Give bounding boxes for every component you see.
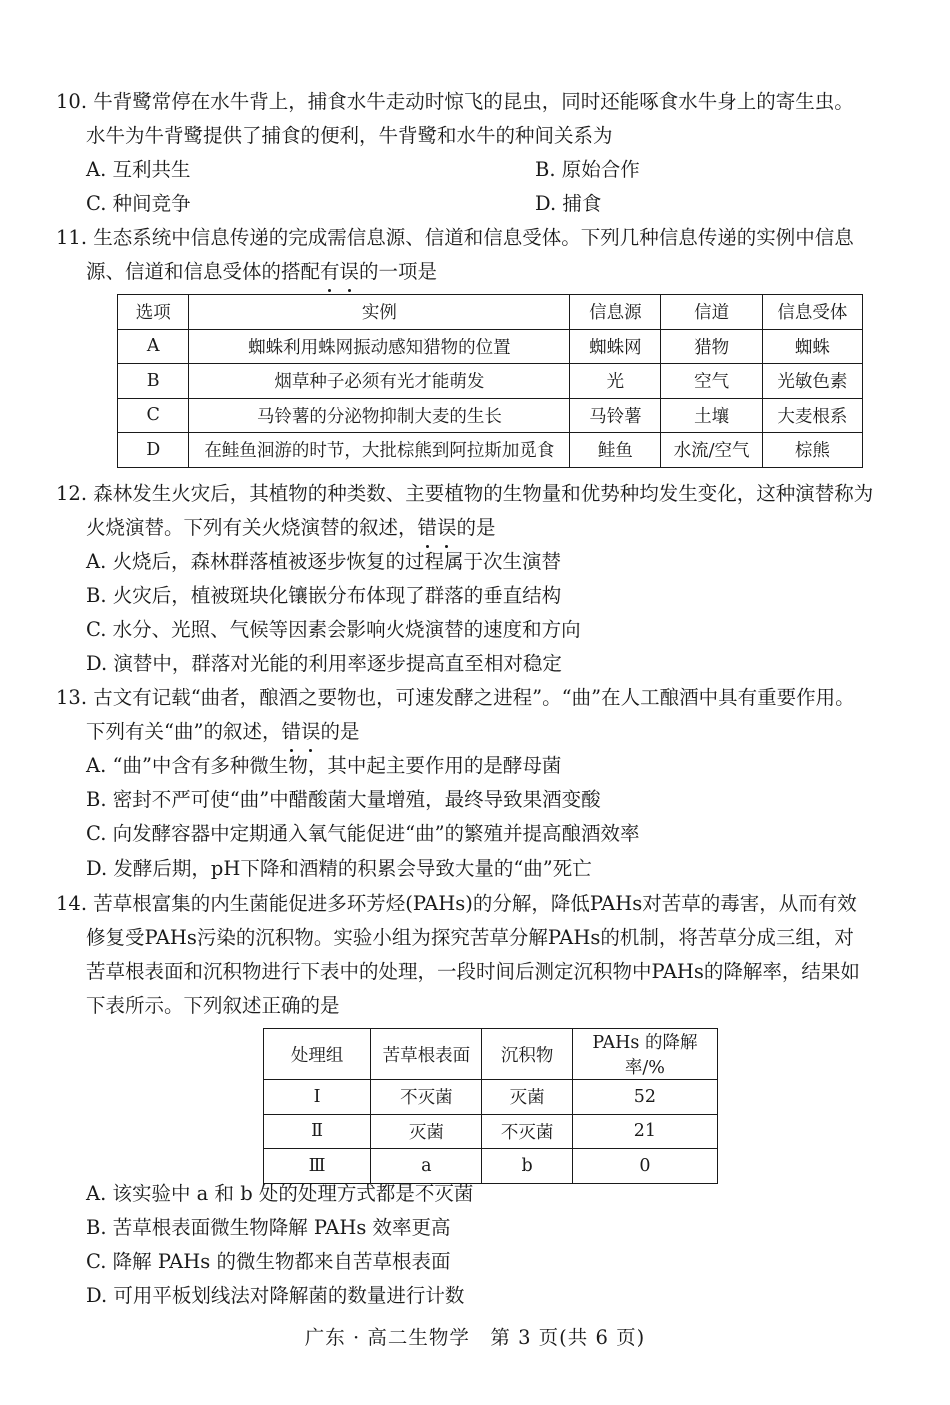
- emphasis-char: 错: [418, 514, 438, 542]
- q14-header-root-surface: 苦草根表面: [371, 1029, 482, 1080]
- table-cell: a: [371, 1149, 482, 1184]
- q12-emphasis: [418, 516, 457, 539]
- table-cell: 棕熊: [762, 433, 862, 468]
- q10-option-a: A. 互利共生: [86, 158, 191, 181]
- table-cell: 土壤: [661, 398, 762, 433]
- q13-option-c: C. 向发酵容器中定期通入氧气能促进“曲”的繁殖并提高酿酒效率: [86, 822, 640, 845]
- q11-stem-line1: 11. 生态系统中信息传递的完成需信息源、信道和信息受体。下列几种信息传递的实例中信息: [56, 226, 854, 249]
- table-cell: 0: [572, 1149, 717, 1184]
- q11-table-header-row: [118, 295, 863, 330]
- emphasis-char: 错: [281, 718, 301, 746]
- q11-stem-tail: 的一项是: [359, 260, 438, 283]
- table-cell: A: [118, 329, 189, 364]
- table-cell: 水流/空气: [661, 433, 762, 468]
- q14-stem-line1: 14. 苦草根富集的内生菌能促进多环芳烃(PAHs)的分解，降低PAHs对苦草的毒害，从而有效: [56, 892, 857, 915]
- q14-stem-line3: 苦草根表面和沉积物进行下表中的处理，一段时间后测定沉积物中PAHs的降解率，结果如: [86, 960, 860, 983]
- table-cell: 烟草种子必须有光才能萌发: [189, 364, 570, 399]
- table-cell: 不灭菌: [371, 1080, 482, 1115]
- q13-option-a: A. “曲”中含有多种微生物，其中起主要作用的是酵母菌: [86, 754, 562, 777]
- table-cell: b: [482, 1149, 572, 1184]
- table-row: [118, 398, 863, 433]
- table-cell: 蜘蛛网: [570, 329, 661, 364]
- table-cell: 鲑鱼: [570, 433, 661, 468]
- table-cell: 马铃薯: [570, 398, 661, 433]
- q14-table-header-row: [264, 1029, 718, 1080]
- table-cell: 不灭菌: [482, 1114, 572, 1149]
- table-row: [118, 433, 863, 468]
- table-cell: 52: [572, 1080, 717, 1115]
- q11-header-channel: 信道: [661, 295, 762, 330]
- q11-stem-text: 源、信道和信息受体的搭配: [86, 260, 321, 283]
- q14-header-sediment: 沉积物: [482, 1029, 572, 1080]
- q13-stem-line1: 13. 古文有记载“曲者，酿酒之要物也，可速发酵之进程”。“曲”在人工酿酒中具有重要作用。: [56, 686, 855, 709]
- table-cell: 蜘蛛利用蛛网振动感知猎物的位置: [189, 329, 570, 364]
- q11-header-example: 实例: [189, 295, 570, 330]
- q14-option-c: C. 降解 PAHs 的微生物都来自苦草根表面: [86, 1250, 451, 1273]
- q13-option-d: D. 发酵后期，pH下降和酒精的积累会导致大量的“曲”死亡: [86, 857, 592, 880]
- q10-stem-line2: 水牛为牛背鹭提供了捕食的便利，牛背鹭和水牛的种间关系为: [86, 124, 613, 147]
- table-row: [264, 1149, 718, 1184]
- q11-header-source: 信息源: [570, 295, 661, 330]
- table-cell: 大麦根系: [762, 398, 862, 433]
- q14-header-group: 处理组: [264, 1029, 371, 1080]
- table-cell: 21: [572, 1114, 717, 1149]
- q11-table: [117, 294, 863, 468]
- table-cell: 灭菌: [482, 1080, 572, 1115]
- q14-stem-line2: 修复受PAHs污染的沉积物。实验小组为探究苦草分解PAHs的机制，将苦草分成三组，对: [86, 926, 854, 949]
- table-cell: 在鲑鱼洄游的时节，大批棕熊到阿拉斯加觅食: [189, 433, 570, 468]
- q13-option-b: B. 密封不严可使“曲”中醋酸菌大量增殖，最终导致果酒变酸: [86, 788, 601, 811]
- table-cell: 猎物: [661, 329, 762, 364]
- table-cell: 光敏色素: [762, 364, 862, 399]
- table-cell: C: [118, 398, 189, 433]
- page-footer: 广东 · 高二生物学 第 3 页(共 6 页): [304, 1326, 646, 1349]
- q13-stem-line2: [86, 718, 360, 746]
- table-cell: 空气: [661, 364, 762, 399]
- table-row: [264, 1080, 718, 1115]
- q11-stem-line2: [86, 258, 437, 286]
- table-cell: D: [118, 433, 189, 468]
- q12-option-d: D. 演替中，群落对光能的利用率逐步提高直至相对稳定: [86, 652, 562, 675]
- table-cell: 光: [570, 364, 661, 399]
- q14-option-a: A. 该实验中 a 和 b 处的处理方式都是不灭菌: [86, 1182, 474, 1205]
- table-cell: Ⅲ: [264, 1149, 371, 1184]
- q14-option-b: B. 苦草根表面微生物降解 PAHs 效率更高: [86, 1216, 451, 1239]
- table-cell: Ⅱ: [264, 1114, 371, 1149]
- table-row: [118, 329, 863, 364]
- q14-option-d: D. 可用平板划线法对降解菌的数量进行计数: [86, 1284, 465, 1307]
- emphasis-char: 有: [320, 258, 340, 286]
- table-cell: 马铃薯的分泌物抑制大麦的生长: [189, 398, 570, 433]
- emphasis-char: 误: [301, 718, 321, 746]
- table-cell: Ⅰ: [264, 1080, 371, 1115]
- q12-stem-tail: 的是: [456, 516, 496, 539]
- emphasis-char: 误: [340, 258, 360, 286]
- table-cell: 蜘蛛: [762, 329, 862, 364]
- q13-emphasis: [281, 720, 320, 743]
- q12-option-a: A. 火烧后，森林群落植被逐步恢复的过程属于次生演替: [86, 550, 561, 573]
- table-row: [264, 1114, 718, 1149]
- q10-option-c: C. 种间竞争: [86, 192, 191, 215]
- q12-stem-line2: [86, 514, 496, 542]
- q11-header-option: 选项: [118, 295, 189, 330]
- q14-stem-line4: 下表所示。下列叙述正确的是: [86, 994, 340, 1017]
- q12-option-b: B. 火灾后，植被斑块化镶嵌分布体现了群落的垂直结构: [86, 584, 562, 607]
- q10-stem-line1: 10. 牛背鹭常停在水牛背上，捕食水牛走动时惊飞的昆虫，同时还能啄食水牛身上的寄生虫。: [56, 90, 854, 113]
- q12-option-c: C. 水分、光照、气候等因素会影响火烧演替的速度和方向: [86, 618, 581, 641]
- emphasis-char: 误: [437, 514, 457, 542]
- q12-stem-text: 火烧演替。下列有关火烧演替的叙述，: [86, 516, 418, 539]
- table-cell: B: [118, 364, 189, 399]
- q12-stem-line1: 12. 森林发生火灾后，其植物的种类数、主要植物的生物量和优势种均发生变化，这种演替称为: [56, 482, 874, 505]
- q13-stem-text: 下列有关“曲”的叙述，: [86, 720, 282, 743]
- q11-emphasis: [320, 260, 359, 283]
- q10-option-b: B. 原始合作: [535, 158, 640, 181]
- q14-table: [263, 1028, 718, 1184]
- q10-option-d: D. 捕食: [535, 192, 602, 215]
- q14-header-rate: PAHs 的降解率/%: [572, 1029, 717, 1080]
- table-row: [118, 364, 863, 399]
- q11-header-receiver: 信息受体: [762, 295, 862, 330]
- q13-stem-tail: 的是: [320, 720, 360, 743]
- table-cell: 灭菌: [371, 1114, 482, 1149]
